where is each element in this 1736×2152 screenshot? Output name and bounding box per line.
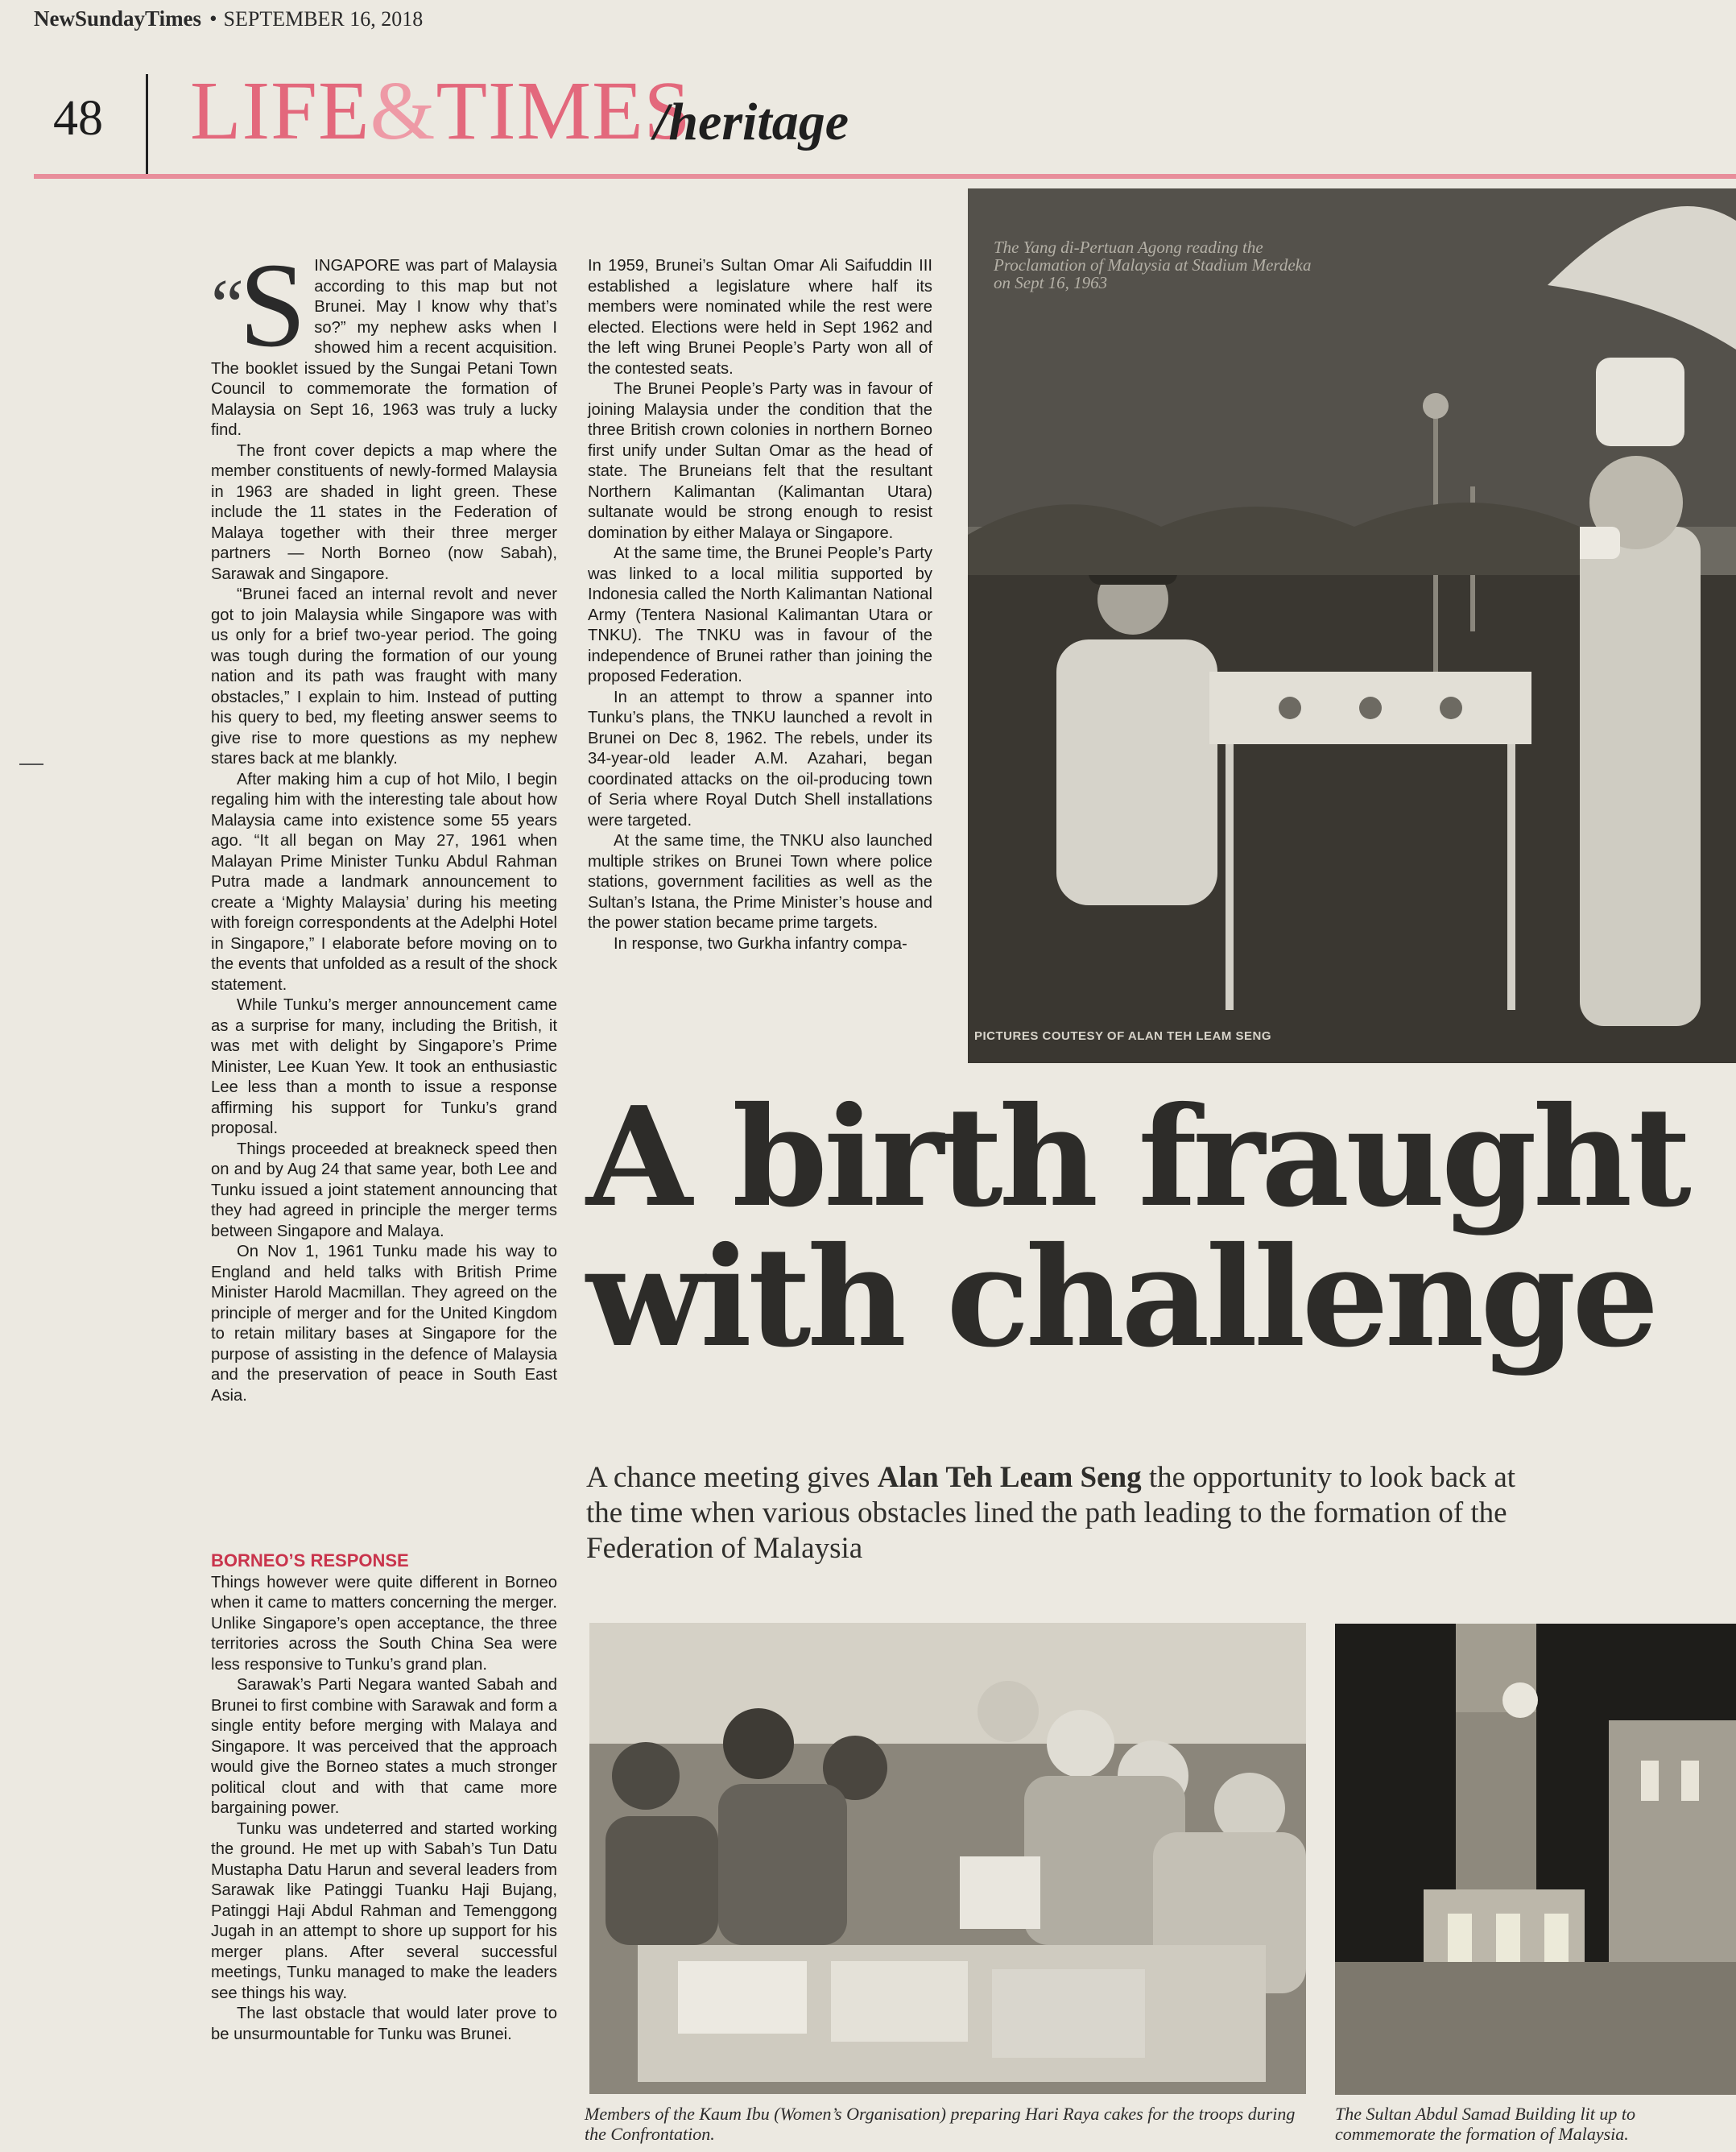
photo-building-illustration xyxy=(1335,1624,1736,2095)
drop-cap-quote: “ xyxy=(211,264,239,346)
paragraph: In 1959, Brunei’s Sultan Omar Ali Saifuddin III established a legislature where half its members were nominated while the rest were elected. Elections were held in Sept 1962 and the left wing Brunei People’s Party won all of the contested seats. xyxy=(588,257,932,378)
header-divider xyxy=(146,74,148,174)
header-rule xyxy=(34,174,1736,179)
subsection-title: /heritage xyxy=(654,93,849,151)
paragraph: INGAPORE was part of Malaysia according to this map but not Brunei. May I know why that’s so?” my nephew asks when I showed him a recent acquisition. The booklet issued by the Sungai Petani Town Council to commemorate the formation of Malaysia on Sept 16, 1963 was truly a lucky find. xyxy=(211,257,557,439)
photo-overlay-caption: The Yang di-Pertuan Agong reading the Proclamation of Malaysia at Stadium Merdeka on Sept 16, 1963 xyxy=(994,238,1312,292)
paragraph: At the same time, the Brunei People’s Party was linked to a local militia supported by Indonesia called the North Kalimantan National Army (Tentera Nasional Kalimantan Utara or TNKU). The TNKU was in favour of the independence of Brunei rather than joining the proposed Federation. xyxy=(588,544,932,685)
newspaper-name: NewSundayTimes xyxy=(34,6,202,31)
paragraph: The Brunei People’s Party was in favour of joining Malaysia under the condition that the three British crown colonies in northern Borneo first unify under Sultan Omar as the head of state. The Bruneians felt that the resultant Northern Kalimantan (Kalimantan Utara) sultanate would be strong enough to resist domination by either Malaya or Singapore. xyxy=(588,380,932,542)
section-title-times: TIMES xyxy=(436,64,692,157)
photo-sultan-abdul-samad-building xyxy=(1335,1624,1736,2095)
photo-caption-building: The Sultan Abdul Samad Building lit up to commemorate the formation of Malaysia. xyxy=(1335,2104,1635,2144)
paragraph: While Tunku’s merger announcement came as a surprise for many, including the British, it was met with delight by Singapore’s Prime Minister, Lee Kuan Yew. It took an enthusiastic Lee less than a month to issue a response affirming his support for Tunku’s grand proposal. xyxy=(211,996,557,1137)
standfirst xyxy=(586,1460,1520,1566)
headline-line-2: with challenge xyxy=(586,1217,1655,1378)
paragraph: The front cover depicts a map where the member constituents of newly-formed Malaysia in 1963 are shaded in light green. These include the 11 states in the Federation of Malaya together with their three merger partners — North Borneo (now Sabah), Sarawak and Singapore. xyxy=(211,441,557,583)
section-title-amp: & xyxy=(370,64,436,157)
standfirst-pre: A chance meeting gives xyxy=(586,1461,878,1494)
paragraph: Things however were quite different in Borneo when it came to matters concerning the merger. Unlike Singapore’s open acceptance, the three territories across the South China Sea were less responsive to Tunku’s grand plan. xyxy=(211,1573,557,1674)
author-name: Alan Teh Leam Seng xyxy=(877,1461,1142,1494)
paragraph: Sarawak’s Parti Negara wanted Sabah and Brunei to first combine with Sarawak and form a single entity before merging with Malaya and Singapore. It was perceived that the approach would give the Borneo states a much stronger political clout and with that came more bargaining power. xyxy=(211,1676,557,1817)
headline-line-1: A birth fraught xyxy=(586,1077,1688,1238)
standfirst-post: the opportunity to look back at the time when various obstacles lined the path leading to the formation of the Federation of Malaysia xyxy=(586,1461,1516,1565)
paragraph: On Nov 1, 1961 Tunku made his way to England and held talks with British Prime Minister Harold Macmillan. They agreed on the principle of merger and for the United Kingdom to retain military bases at Singapore for the purpose of assisting in the defence of Malaysia and the preservation of peace in South East Asia. xyxy=(211,1243,557,1405)
paragraph: Things proceeded at breakneck speed then on and by Aug 24 that same year, both Lee and Tunku issued a joint statement announcing that they had agreed in principle the merger terms between Singapore and Malaya. xyxy=(211,1140,557,1240)
headline xyxy=(586,1077,1730,1378)
paragraph: After making him a cup of hot Milo, I begin regaling him with the interesting tale about how Malaysia came into existence some 55 years ago. “It all began on May 27, 1961 when Malayan Prime Minister Tunku Abdul Rahman Putra made a landmark announcement to create a ‘Mighty Malaysia’ during his meeting with foreign correspondents at the Adelphi Hotel in Singapore,” I elaborate before moving on to the events that unfolded as a result of the shock statement. xyxy=(211,770,557,994)
photo-credit: PICTURES COUTESY OF ALAN TEH LEAM SENG xyxy=(974,1029,1272,1043)
masthead-separator: • xyxy=(209,6,217,31)
photo-caption-kaum-ibu: Members of the Kaum Ibu (Women’s Organisation) preparing Hari Raya cakes for the troops during the Confrontation. xyxy=(585,2104,1296,2144)
section-title xyxy=(190,64,692,157)
intro-paragraph xyxy=(211,238,557,441)
issue-date: SEPTEMBER 16, 2018 xyxy=(223,7,424,31)
photo-kaum-ibu-illustration xyxy=(589,1623,1306,2094)
drop-cap xyxy=(211,238,307,372)
photo-kaum-ibu xyxy=(589,1623,1306,2094)
newspaper-masthead xyxy=(34,6,423,31)
paragraph: The last obstacle that would later prove to be unsurmountable for Tunku was Brunei. xyxy=(211,2005,557,2043)
paragraph: Tunku was undeterred and started working the ground. He met up with Sabah’s Tun Datu Mustapha Datu Harun and several leaders from Sarawak like Patinggi Tuanku Haji Bujang, Patinggi Haji Abdul Rahman and Temenggong Jugah in an attempt to shore up support for his merger plans. After several successful meetings, Tunku managed to make the leaders see things his way. xyxy=(211,1819,557,2002)
paragraph: In response, two Gurkha infantry compa- xyxy=(614,934,907,953)
drop-cap-letter: S xyxy=(238,238,307,372)
photo-proclamation-illustration xyxy=(968,188,1736,1063)
section-title-life: LIFE xyxy=(190,64,370,157)
article-column-1-lower xyxy=(211,1550,557,2045)
photo-proclamation xyxy=(968,188,1736,1063)
article-column-1 xyxy=(211,238,557,1406)
paragraph: At the same time, the TNKU also launched multiple strikes on Brunei Town where police stations, government facilities as well as the Sultan’s Istana, the Prime Minister’s house and the power station became prime targets. xyxy=(588,832,932,932)
margin-mark xyxy=(19,764,43,765)
section-subhead: BORNEO’S RESPONSE xyxy=(211,1550,409,1571)
page-number: 48 xyxy=(53,91,103,146)
paragraph: In an attempt to throw a spanner into Tunku’s plans, the TNKU launched a revolt in Brunei on Dec 8, 1962. The rebels, under its 34-year-old leader A.M. Azahari, began coordinated attacks on the oil-producing town of Seria where Royal Dutch Shell installations were targeted. xyxy=(588,688,932,830)
paragraph: “Brunei faced an internal revolt and never got to join Malaysia while Singapore was with us only for a brief two-year period. The going was tough during the formation of our young nation and its path was fraught with many obstacles,” I explain to him. Instead of putting his query to bed, my fleeting answer seems to give rise to more questions as my nephew stares back at me blankly. xyxy=(211,586,557,768)
article-column-2 xyxy=(588,256,932,954)
